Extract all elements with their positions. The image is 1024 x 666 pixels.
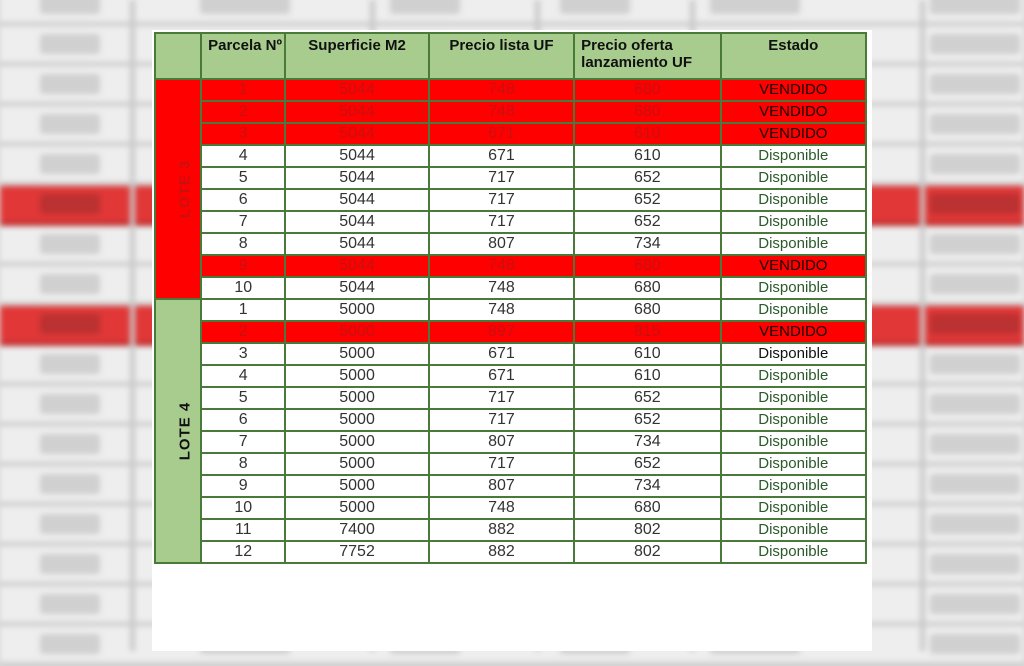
background-cell <box>40 394 100 414</box>
estado-cell: VENDIDO <box>721 123 866 145</box>
table-row <box>155 189 866 211</box>
precio-oferta-cell: 680 <box>574 101 720 123</box>
superficie-cell: 5000 <box>285 321 428 343</box>
lote-label-cell <box>155 299 201 563</box>
estado-cell: Disponible <box>721 233 866 255</box>
precio-oferta-cell: 610 <box>574 145 720 167</box>
superficie-cell: 7752 <box>285 541 428 563</box>
estado-cell: Disponible <box>721 299 866 321</box>
background-cell <box>930 194 1020 214</box>
background-cell <box>40 114 100 134</box>
estado-cell: VENDIDO <box>721 321 866 343</box>
precio-oferta-cell: 680 <box>574 255 720 277</box>
table-row <box>155 453 866 475</box>
precio-oferta-cell: 802 <box>574 519 720 541</box>
header-estado: Estado <box>721 33 866 79</box>
background-grid-line <box>920 0 925 651</box>
parcela-cell: 1 <box>201 79 285 101</box>
precio-lista-cell: 748 <box>429 277 574 299</box>
precio-lista-cell: 748 <box>429 79 574 101</box>
background-cell <box>40 34 100 54</box>
background-cell <box>40 154 100 174</box>
precio-oferta-cell: 680 <box>574 277 720 299</box>
precio-oferta-cell: 652 <box>574 453 720 475</box>
superficie-cell: 5044 <box>285 79 428 101</box>
table-row <box>155 79 866 101</box>
parcela-cell: 3 <box>201 343 285 365</box>
precio-lista-cell: 671 <box>429 123 574 145</box>
estado-cell: Disponible <box>721 387 866 409</box>
table-row <box>155 343 866 365</box>
table-row <box>155 145 866 167</box>
superficie-cell: 5000 <box>285 365 428 387</box>
precio-lista-cell: 748 <box>429 299 574 321</box>
precio-oferta-cell: 734 <box>574 233 720 255</box>
superficie-cell: 5044 <box>285 145 428 167</box>
estado-cell: Disponible <box>721 475 866 497</box>
precio-oferta-cell: 680 <box>574 299 720 321</box>
parcela-cell: 4 <box>201 365 285 387</box>
precio-lista-cell: 717 <box>429 167 574 189</box>
parcela-cell: 9 <box>201 255 285 277</box>
background-cell <box>40 474 100 494</box>
background-cell <box>930 394 1020 414</box>
estado-cell: Disponible <box>721 497 866 519</box>
background-cell <box>40 634 100 654</box>
precio-lista-cell: 717 <box>429 211 574 233</box>
precio-oferta-cell: 610 <box>574 365 720 387</box>
superficie-cell: 5044 <box>285 277 428 299</box>
background-cell <box>930 114 1020 134</box>
precio-lista-cell: 717 <box>429 409 574 431</box>
estado-cell: Disponible <box>721 277 866 299</box>
table-row <box>155 365 866 387</box>
superficie-cell: 7400 <box>285 519 428 541</box>
superficie-cell: 5044 <box>285 167 428 189</box>
estado-cell: Disponible <box>721 453 866 475</box>
parcela-cell: 12 <box>201 541 285 563</box>
superficie-cell: 5044 <box>285 255 428 277</box>
precio-lista-cell: 671 <box>429 343 574 365</box>
table-row <box>155 277 866 299</box>
table-row <box>155 387 866 409</box>
precio-lista-cell: 748 <box>429 101 574 123</box>
background-cell <box>40 314 100 334</box>
precio-lista-cell: 882 <box>429 541 574 563</box>
estado-cell: Disponible <box>721 189 866 211</box>
precio-lista-cell: 717 <box>429 453 574 475</box>
table-row <box>155 519 866 541</box>
precio-lista-cell: 807 <box>429 431 574 453</box>
background-row <box>0 0 1024 26</box>
table-row <box>155 431 866 453</box>
background-cell <box>560 0 630 14</box>
background-cell <box>390 0 460 14</box>
header-lote <box>155 33 201 79</box>
precio-oferta-cell: 802 <box>574 541 720 563</box>
superficie-cell: 5000 <box>285 497 428 519</box>
parcela-cell: 6 <box>201 409 285 431</box>
background-cell <box>930 154 1020 174</box>
background-cell <box>930 274 1020 294</box>
background-cell <box>40 0 100 14</box>
parcela-cell: 7 <box>201 211 285 233</box>
background-cell <box>930 594 1020 614</box>
table-row <box>155 255 866 277</box>
table-row <box>155 101 866 123</box>
background-cell <box>930 354 1020 374</box>
parcela-cell: 8 <box>201 453 285 475</box>
estado-cell: Disponible <box>721 431 866 453</box>
superficie-cell: 5044 <box>285 211 428 233</box>
parcela-cell: 10 <box>201 497 285 519</box>
table-body <box>155 79 866 563</box>
precio-lista-cell: 882 <box>429 519 574 541</box>
parcela-cell: 2 <box>201 321 285 343</box>
header-precio-lista: Precio lista UF <box>429 33 574 79</box>
superficie-cell: 5000 <box>285 343 428 365</box>
precio-oferta-cell: 652 <box>574 167 720 189</box>
price-table-card <box>152 30 872 651</box>
precio-oferta-cell: 815 <box>574 321 720 343</box>
background-cell <box>40 514 100 534</box>
estado-cell: Disponible <box>721 343 866 365</box>
table-row <box>155 475 866 497</box>
precio-lista-cell: 671 <box>429 365 574 387</box>
precio-oferta-cell: 680 <box>574 497 720 519</box>
lote-label-cell <box>155 79 201 299</box>
parcela-cell: 4 <box>201 145 285 167</box>
table-row <box>155 541 866 563</box>
background-cell <box>930 434 1020 454</box>
table-row <box>155 211 866 233</box>
background-cell <box>710 0 800 14</box>
precio-lista-cell: 717 <box>429 189 574 211</box>
precio-lista-cell: 748 <box>429 497 574 519</box>
superficie-cell: 5044 <box>285 123 428 145</box>
precio-oferta-cell: 652 <box>574 409 720 431</box>
header-precio-oferta: Precio oferta lanzamiento UF <box>574 33 720 79</box>
background-cell <box>40 434 100 454</box>
parcela-cell: 6 <box>201 189 285 211</box>
precio-lista-cell: 717 <box>429 387 574 409</box>
superficie-cell: 5000 <box>285 453 428 475</box>
lote-label: LOTE 4 <box>176 401 194 461</box>
parcela-cell: 5 <box>201 387 285 409</box>
parcela-cell: 9 <box>201 475 285 497</box>
precio-oferta-cell: 652 <box>574 189 720 211</box>
superficie-cell: 5044 <box>285 189 428 211</box>
parcela-cell: 8 <box>201 233 285 255</box>
background-cell <box>40 234 100 254</box>
background-grid-line <box>130 0 135 651</box>
estado-cell: Disponible <box>721 541 866 563</box>
superficie-cell: 5000 <box>285 409 428 431</box>
superficie-cell: 5000 <box>285 475 428 497</box>
precio-oferta-cell: 610 <box>574 123 720 145</box>
background-cell <box>40 554 100 574</box>
precio-oferta-cell: 610 <box>574 343 720 365</box>
estado-cell: Disponible <box>721 211 866 233</box>
precio-oferta-cell: 734 <box>574 431 720 453</box>
precio-lista-cell: 807 <box>429 233 574 255</box>
background-cell <box>930 514 1020 534</box>
lote-label: LOTE 3 <box>176 159 194 219</box>
estado-cell: VENDIDO <box>721 101 866 123</box>
precio-lista-cell: 897 <box>429 321 574 343</box>
table-row <box>155 167 866 189</box>
estado-cell: Disponible <box>721 145 866 167</box>
superficie-cell: 5000 <box>285 431 428 453</box>
precio-oferta-cell: 734 <box>574 475 720 497</box>
estado-cell: VENDIDO <box>721 255 866 277</box>
parcela-cell: 10 <box>201 277 285 299</box>
background-cell <box>930 234 1020 254</box>
table-row <box>155 299 866 321</box>
parcel-price-table <box>154 32 867 564</box>
precio-lista-cell: 671 <box>429 145 574 167</box>
table-row <box>155 233 866 255</box>
header-superficie: Superficie M2 <box>285 33 428 79</box>
header-parcela: Parcela Nº <box>201 33 285 79</box>
superficie-cell: 5044 <box>285 233 428 255</box>
background-cell <box>40 194 100 214</box>
background-cell <box>930 74 1020 94</box>
estado-cell: Disponible <box>721 409 866 431</box>
superficie-cell: 5000 <box>285 387 428 409</box>
table-header-row <box>155 33 866 79</box>
parcela-cell: 2 <box>201 101 285 123</box>
table-row <box>155 321 866 343</box>
background-cell <box>930 0 1020 14</box>
estado-cell: Disponible <box>721 167 866 189</box>
background-cell <box>930 634 1020 654</box>
precio-lista-cell: 748 <box>429 255 574 277</box>
parcela-cell: 3 <box>201 123 285 145</box>
parcela-cell: 5 <box>201 167 285 189</box>
estado-cell: Disponible <box>721 519 866 541</box>
background-cell <box>200 0 290 14</box>
parcela-cell: 1 <box>201 299 285 321</box>
background-cell <box>40 74 100 94</box>
background-cell <box>40 594 100 614</box>
superficie-cell: 5044 <box>285 101 428 123</box>
precio-oferta-cell: 680 <box>574 79 720 101</box>
estado-cell: VENDIDO <box>721 79 866 101</box>
background-cell <box>930 474 1020 494</box>
table-row <box>155 409 866 431</box>
superficie-cell: 5000 <box>285 299 428 321</box>
parcela-cell: 11 <box>201 519 285 541</box>
background-cell <box>40 354 100 374</box>
precio-oferta-cell: 652 <box>574 387 720 409</box>
estado-cell: Disponible <box>721 365 866 387</box>
background-cell <box>930 34 1020 54</box>
background-cell <box>40 274 100 294</box>
parcela-cell: 7 <box>201 431 285 453</box>
precio-lista-cell: 807 <box>429 475 574 497</box>
table-row <box>155 123 866 145</box>
background-cell <box>930 554 1020 574</box>
table-row <box>155 497 866 519</box>
precio-oferta-cell: 652 <box>574 211 720 233</box>
background-cell <box>930 314 1020 334</box>
